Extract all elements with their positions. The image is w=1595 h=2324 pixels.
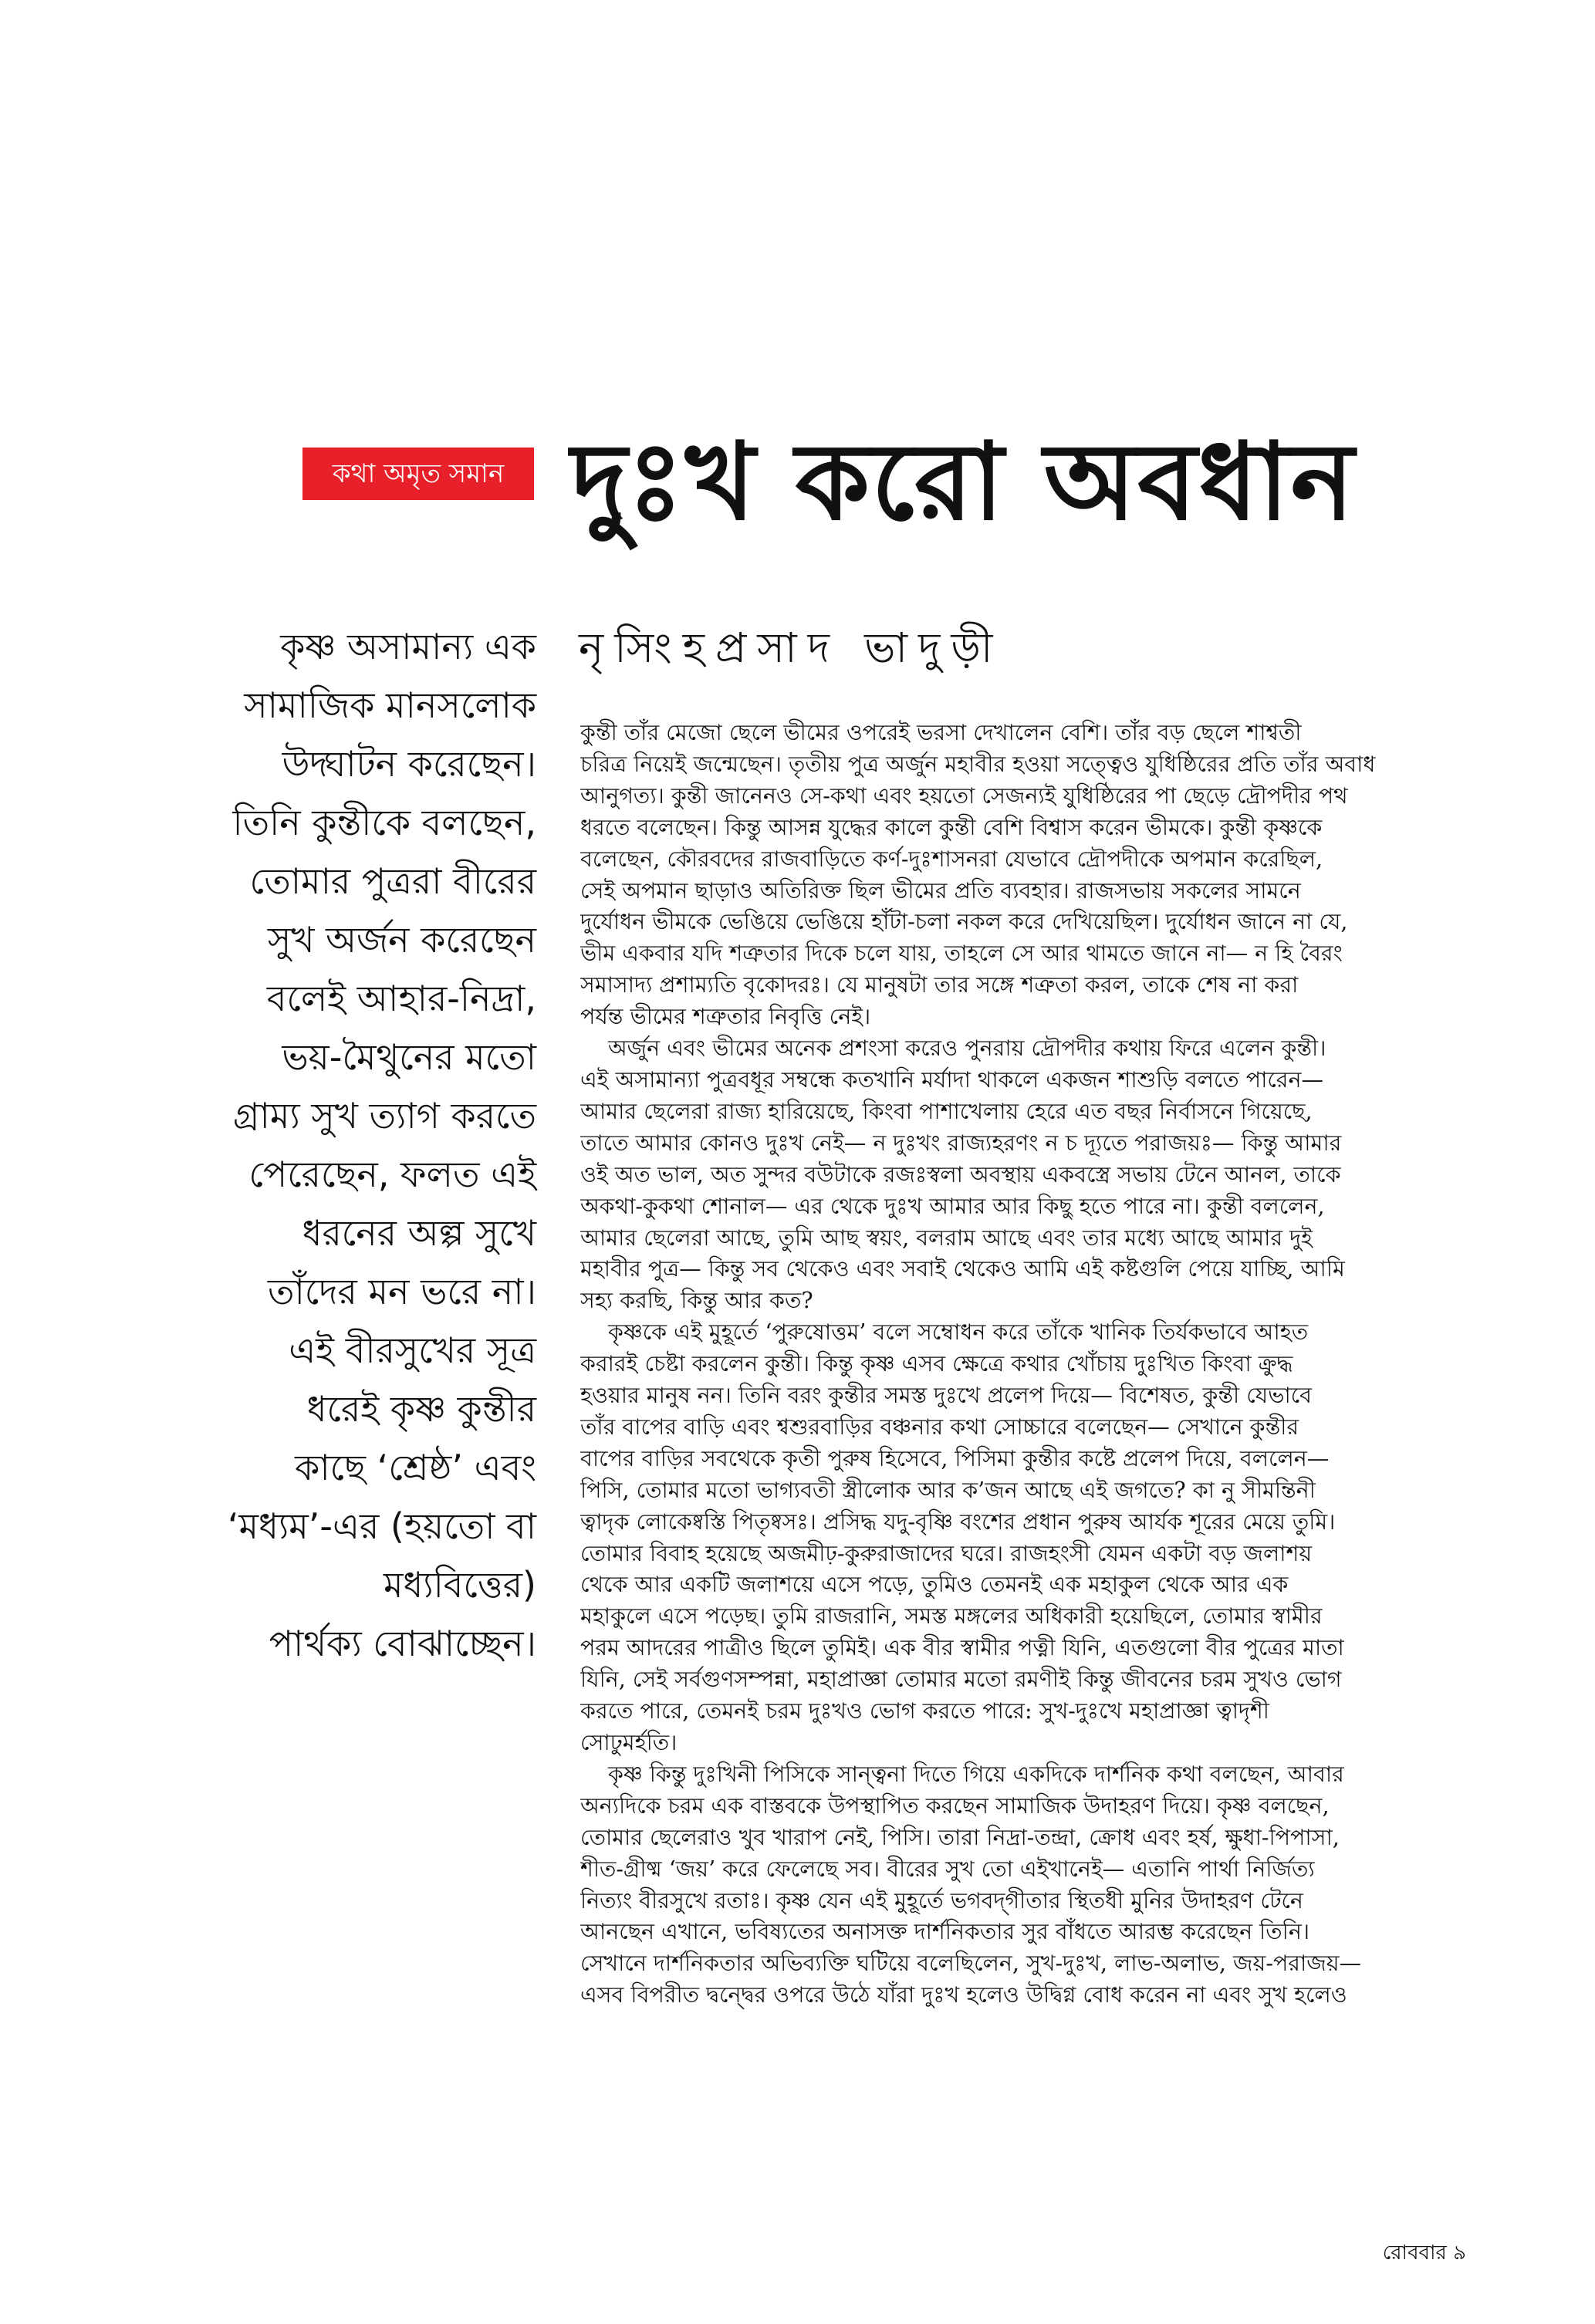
body-line: সোঢুমর্হতি। <box>580 1730 678 1755</box>
section-tag: কথা অমৃত সমান <box>302 448 534 500</box>
pull-quote-line: বলেই আহার-নিদ্রা, <box>266 978 536 1019</box>
body-paragraph-start: কৃষ্ণ কিন্তু দুঃখিনী পিসিকে সান্ত্বনা দিতে গিয়ে একদিকে দার্শনিক কথা বলছেন, আবার <box>608 1761 1344 1787</box>
body-line: পর্যন্ত ভীমের শত্রুতার নিবৃত্তি নেই। <box>580 1004 871 1030</box>
body-line: তাঁর বাপের বাড়ি এবং শ্বশুরবাড়ির বঞ্চনার কথা সোচ্চারে বলেছেন— সেখানে কুন্তীর <box>580 1414 1299 1440</box>
body-line: পরম আদরের পাত্রীও ছিলে তুমিই। এক বীর স্বামীর পত্নী যিনি, এতগুলো বীর পুত্রের মাতা <box>580 1635 1344 1661</box>
pull-quote-line: ‘মধ্যম’-এর (হয়তো বা <box>227 1505 536 1547</box>
body-line: ত্বাদৃক লোকেষ্বস্তি পিতৃষ্বসঃ। প্রসিদ্ধ যদু-বৃষ্ণি বংশের প্রধান পুরুষ আর্যক শূরের মেয়ে তুমি। <box>580 1508 1336 1535</box>
body-line: করারই চেষ্টা করলেন কুন্তী। কিন্তু কৃষ্ণ এসব ক্ষেত্রে কথার খোঁচায় দুঃখিত কিংবা ক্রুদ্ধ <box>580 1351 1293 1377</box>
body-line: অকথা-কুকথা শোনাল— এর থেকে দুঃখ আমার আর কিছু হতে পারে না। কুন্তী বললেন, <box>580 1193 1325 1219</box>
body-line: আনুগত্য। কুন্তী জানেনও সে-কথা এবং হয়তো সেজন্যই যুধিষ্ঠিরের পা ছেড়ে দ্রৌপদীর পথ <box>580 782 1348 809</box>
body-line: তোমার বিবাহ হয়েছে অজমীঢ়-কুরুরাজাদের ঘরে। রাজহংসী যেমন একটা বড় জলাশয় <box>580 1540 1313 1566</box>
author-byline: নৃসিংহপ্রসাদ ভাদুড়ী <box>579 623 1004 672</box>
pull-quote-line: কাছে ‘শ্রেষ্ঠ’ এবং <box>295 1447 536 1488</box>
body-line: চরিত্র নিয়েই জন্মেছেন। তৃতীয় পুত্র অর্জুন মহাবীর হওয়া সত্ত্বেও যুধিষ্ঠিরের প্রতি তাঁর অবাধ <box>580 751 1376 777</box>
body-line: ধরতে বলেছেন। কিন্তু আসন্ন যুদ্ধের কালে কুন্তী বেশি বিশ্বাস করেন ভীমকে। কুন্তী কৃষ্ণকে <box>580 814 1323 840</box>
body-paragraph-start: কৃষ্ণকে এই মুহূর্তে ‘পুরুষোত্তম’ বলে সম্বোধন করে তাঁকে খানিক তির্যকভাবে আহত <box>608 1319 1309 1346</box>
pull-quote-line: পার্থক্য বোঝাচ্ছেন। <box>269 1623 536 1664</box>
body-line: আমার ছেলেরা আছে, তুমি আছ স্বয়ং, বলরাম আছে এবং তার মধ্যে আছে আমার দুই <box>580 1224 1313 1251</box>
pull-quote-line: সামাজিক মানসলোক <box>244 684 536 726</box>
pull-quote-line: তোমার পুত্ররা বীরের <box>249 860 536 902</box>
pull-quote <box>139 617 536 1682</box>
page-footer: রোববার ৯ <box>1382 2241 1466 2265</box>
body-line: অন্যদিকে চরম এক বাস্তবকে উপস্থাপিত করছেন সামাজিক উদাহরণ দিয়ে। কৃষ্ণ বলছেন, <box>580 1792 1330 1819</box>
body-line: কুন্তী তাঁর মেজো ছেলে ভীমের ওপরেই ভরসা দেখালেন বেশি। তাঁর বড় ছেলে শাশ্বতী <box>580 720 1302 745</box>
pull-quote-line: ভয়-মৈথুনের মতো <box>282 1036 536 1078</box>
body-line: সহ্য করছি, কিন্তু আর কত? <box>580 1288 813 1314</box>
body-line: যিনি, সেই সর্বগুণসম্পন্না, মহাপ্রাজ্ঞা তোমার মতো রমণীই কিন্তু জীবনের চরম সুখও ভোগ <box>580 1667 1342 1693</box>
body-line: বাপের বাড়ির সবথেকে কৃতী পুরুষ হিসেবে, পিসিমা কুন্তীর কষ্টে প্রলেপ দিয়ে, বললেন— <box>580 1445 1330 1471</box>
body-line: বলেছেন, কৌরবদের রাজবাড়িতে কর্ণ-দুঃশাসনরা যেভাবে দ্রৌপদীকে অপমান করেছিল, <box>580 846 1323 872</box>
body-line: সমাসাদ্য প্রশাম্যতি বৃকোদরঃ। যে মানুষটা তার সঙ্গে শত্রুতা করল, তাকে শেষ না করা <box>580 972 1299 998</box>
pull-quote-line: উদ্ঘাটন করেছেন। <box>282 743 536 785</box>
body-line: হওয়ার মানুষ নন। তিনি বরং কুন্তীর সমস্ত দুঃখে প্রলেপ দিয়ে— বিশেষত, কুন্তী যেভাবে <box>580 1383 1313 1409</box>
body-line: করতে পারে, তেমনই চরম দুঃখও ভোগ করতে পারে: সুখ-দুঃখে মহাপ্রাজ্ঞা ত্বাদৃশী <box>580 1698 1269 1724</box>
pull-quote-line: ধরনের অল্প সুখে <box>302 1212 536 1254</box>
body-line: শীত-গ্রীষ্ম ‘জয়’ করে ফেলেছে সব। বীরের সুখ তো এইখানেই— এতানি পার্থা নির্জিত্য <box>580 1856 1315 1882</box>
body-line: দুর্যোধন ভীমকে ভেঙিয়ে ভেঙিয়ে হাঁটা-চলা নকল করে দেখিয়েছিল। দুর্যোধন জানে না যে, <box>580 909 1348 935</box>
pull-quote-line: সুখ অর্জন করেছেন <box>267 919 536 961</box>
body-line: মহাবীর পুত্র— কিন্তু সব থেকেও এবং সবাই থেকেও আমি এই কষ্টগুলি পেয়ে যাচ্ছি, আমি <box>580 1256 1345 1282</box>
pull-quote-line: মধ্যবিত্তের) <box>383 1564 536 1606</box>
article-body <box>580 718 1472 2137</box>
body-line: এই অসামান্যা পুত্রবধূর সম্বন্ধে কতখানি মর্যাদা থাকলে একজন শাশুড়ি বলতে পারেন— <box>580 1066 1323 1093</box>
body-line: আনছেন এখানে, ভবিষ্যতের অনাসক্ত দার্শনিকতার সুর বাঁধতে আরম্ভ করেছেন তিনি। <box>580 1919 1310 1945</box>
body-line: ওই অত ভাল, অত সুন্দর বউটাকে রজঃস্বলা অবস্থায় একবস্ত্রে সভায় টেনে আনল, তাকে <box>580 1161 1341 1187</box>
body-line: নিত্যং বীরসুখে রতাঃ। কৃষ্ণ যেন এই মুহূর্তে ভগবদ্‌গীতার স্থিতধী মুনির উদাহরণ টেনে <box>580 1887 1303 1914</box>
body-line: সেই অপমান ছাড়াও অতিরিক্ত ছিল ভীমের প্রতি ব্যবহার। রাজসভায় সকলের সামনে <box>580 877 1301 904</box>
pull-quote-line: গ্রাম্য সুখ ত্যাগ করতে <box>233 1095 536 1137</box>
body-line: আমার ছেলেরা রাজ্য হারিয়েছে, কিংবা পাশাখেলায় হেরে এত বছর নির্বাসনে গিয়েছে, <box>580 1098 1313 1124</box>
body-line: সেখানে দার্শনিকতার অভিব্যক্তি ঘটিয়ে বলেছিলেন, সুখ-দুঃখ, লাভ-অলাভ, জয়-পরাজয়— <box>580 1951 1362 1977</box>
pull-quote-line: তাঁদের মন ভরে না। <box>268 1271 536 1312</box>
pull-quote-line: এই বীরসুখের সূত্র <box>289 1329 536 1371</box>
pull-quote-line: কৃষ্ণ অসামান্য এক <box>280 626 536 667</box>
pull-quote-line: ধরেই কৃষ্ণ কুন্তীর <box>306 1388 536 1430</box>
body-line: ভীম একবার যদি শত্রুতার দিকে চলে যায়, তাহলে সে আর থামতে জানে না— ন হি বৈরং <box>580 941 1343 967</box>
body-line: পিসি, তোমার মতো ভাগ্যবতী স্ত্রীলোক আর ক’জন আছে এই জগতে? কা নু সীমন্তিনী <box>580 1477 1316 1503</box>
pull-quote-line: পেরেছেন, ফলত এই <box>248 1154 536 1195</box>
article-headline: দুঃখ করো অবধান <box>571 420 1356 544</box>
body-line: তোমার ছেলেরাও খুব খারাপ নেই, পিসি। তারা নিদ্রা-তন্দ্রা, ক্রোধ এবং হর্ষ, ক্ষুধা-পিপাসা, <box>580 1824 1340 1850</box>
body-line: মহাকুলে এসে পড়েছ। তুমি রাজরানি, সমস্ত মঙ্গলের অধিকারী হয়েছিলে, তোমার স্বামীর <box>580 1603 1323 1630</box>
body-paragraph-start: অর্জুন এবং ভীমের অনেক প্রশংসা করেও পুনরায় দ্রৌপদীর কথায় ফিরে এলেন কুন্তী। <box>608 1035 1326 1062</box>
pull-quote-line: তিনি কুন্তীকে বলছেন, <box>232 802 536 843</box>
body-line: এসব বিপরীত দ্বন্দ্বের ওপরে উঠে যাঁরা দুঃখ হলেও উদ্বিগ্ন বোধ করেন না এবং সুখ হলেও <box>580 1982 1347 2008</box>
body-line: থেকে আর একটি জলাশয়ে এসে পড়ে, তুমিও তেমনই এক মহাকুল থেকে আর এক <box>580 1572 1289 1598</box>
body-line: তাতে আমার কোনও দুঃখ নেই— ন দুঃখং রাজ্যহরণং ন চ দ্যূতে পরাজয়ঃ— কিন্তু আমার <box>580 1130 1342 1156</box>
